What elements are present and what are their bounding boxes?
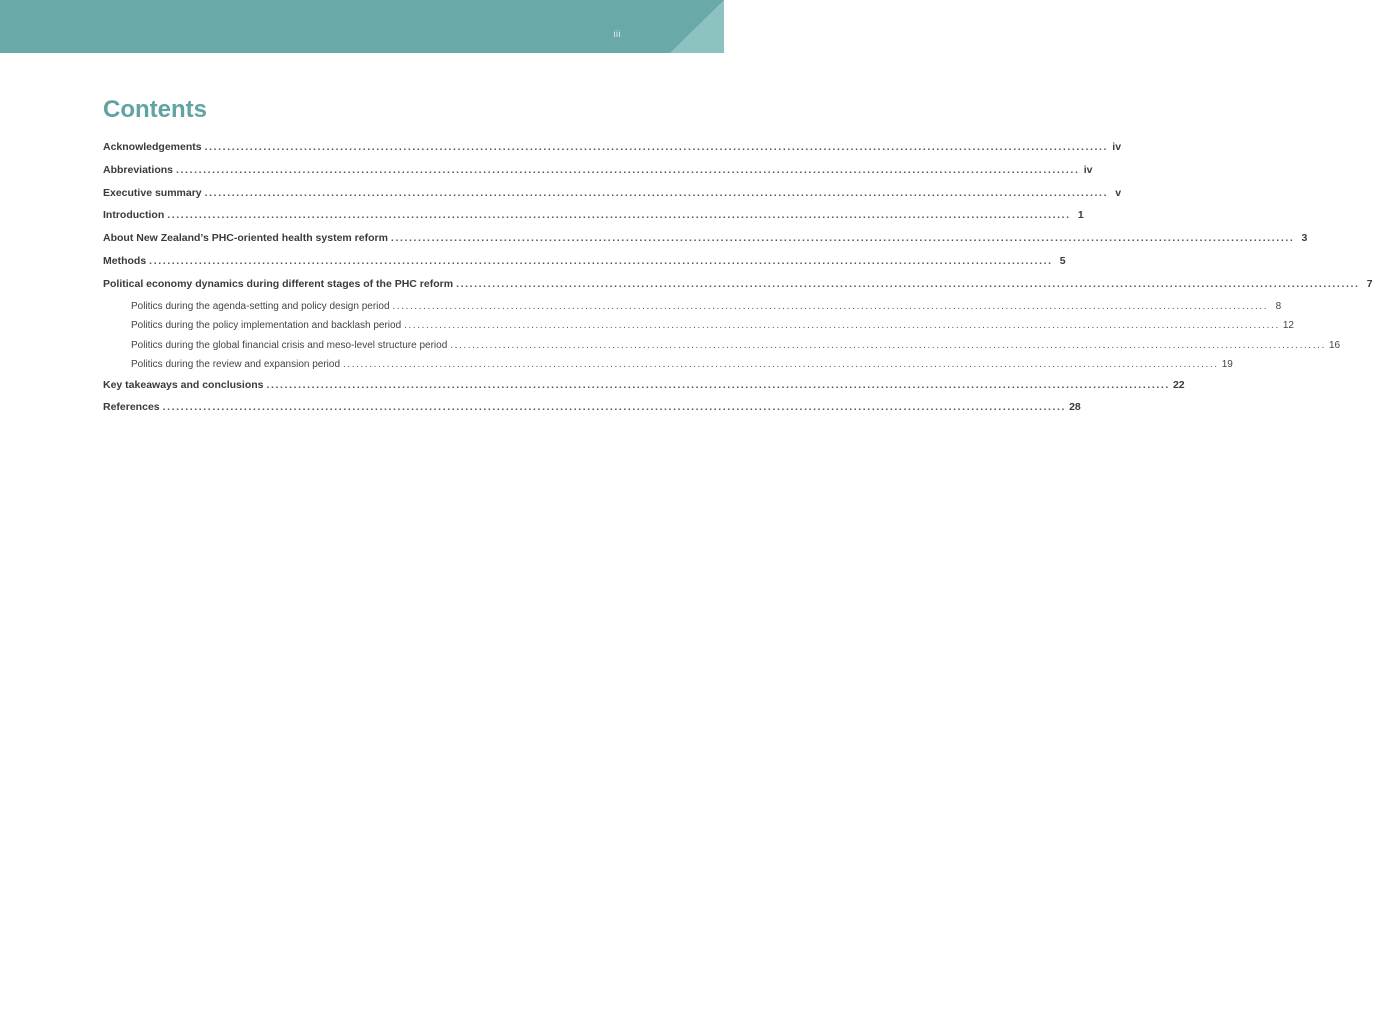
dot-leader: ........................................................................................................................................................................................................ <box>266 378 1170 391</box>
dot-leader: ........................................................................................................................................................................................................ <box>204 186 1109 199</box>
toc-subentry-financial-crisis[interactable] <box>103 339 1341 360</box>
header-band <box>0 0 724 53</box>
toc-entry-about-reform[interactable] <box>103 232 1308 255</box>
table-of-contents <box>103 141 1373 424</box>
dot-leader: ........................................................................................................................................................................................................ <box>343 359 1219 371</box>
toc-entry-title: Politics during the global financial crisis and meso-level structure period <box>131 339 448 351</box>
toc-entry-key-takeaways[interactable] <box>103 378 1185 402</box>
dot-leader: ........................................................................................................................................................................................................ <box>456 277 1360 290</box>
contents-title: Contents <box>103 96 207 123</box>
dot-leader: ........................................................................................................................................................................................................ <box>167 209 1071 222</box>
toc-subentry-implementation-backlash[interactable] <box>103 320 1294 340</box>
toc-entry-abbreviations[interactable] <box>103 163 1093 187</box>
toc-entry-page: 8 <box>1275 300 1282 312</box>
toc-entry-page: iv <box>1083 163 1093 176</box>
toc-entry-page: 7 <box>1366 277 1373 290</box>
toc-subentry-review-expansion[interactable] <box>103 359 1233 379</box>
toc-entry-title: Political economy dynamics during different stages of the PHC reform <box>103 277 454 290</box>
toc-entry-acknowledgements[interactable] <box>103 141 1122 164</box>
dot-leader: ........................................................................................................................................................................................................ <box>176 163 1080 176</box>
toc-entry-page: iv <box>1112 141 1122 153</box>
toc-entry-title: Politics during the review and expansion period <box>131 359 341 371</box>
toc-entry-page: 1 <box>1077 209 1084 222</box>
toc-entry-page: 3 <box>1301 232 1308 245</box>
toc-entry-title: Politics during the agenda-setting and policy design period <box>131 300 390 312</box>
toc-entry-page: 5 <box>1059 254 1066 267</box>
toc-entry-methods[interactable] <box>103 254 1066 278</box>
dot-leader: ........................................................................................................................................................................................................ <box>162 401 1067 414</box>
toc-entry-page: v <box>1115 186 1122 199</box>
toc-entry-title: Methods <box>103 254 147 267</box>
toc-entry-page: 12 <box>1282 320 1294 332</box>
toc-entry-title: Executive summary <box>103 186 202 199</box>
toc-entry-page: 16 <box>1328 339 1341 351</box>
toc-entry-title: Politics during the policy implementation and backlash period <box>131 320 402 332</box>
dot-leader: ........................................................................................................................................................................................................ <box>404 320 1280 332</box>
toc-entry-title: Acknowledgements <box>103 141 202 153</box>
toc-entry-title: About New Zealand’s PHC-oriented health system reform <box>103 232 388 245</box>
toc-entry-references[interactable] <box>103 401 1081 424</box>
toc-entry-introduction[interactable] <box>103 209 1084 232</box>
toc-entry-page: 22 <box>1172 378 1185 391</box>
toc-entry-title: Key takeaways and conclusions <box>103 378 264 391</box>
dot-leader: ........................................................................................................................................................................................................ <box>204 141 1109 153</box>
toc-entry-executive-summary[interactable] <box>103 186 1122 210</box>
page-number: iii <box>613 29 621 39</box>
header-corner-accent <box>670 0 724 53</box>
toc-entry-political-economy-dynamics[interactable] <box>103 277 1373 301</box>
dot-leader: ........................................................................................................................................................................................................ <box>149 254 1053 267</box>
dot-leader: ........................................................................................................................................................................................................ <box>390 232 1295 245</box>
toc-entry-page: 28 <box>1069 401 1081 414</box>
toc-entry-title: Abbreviations <box>103 163 174 176</box>
toc-entry-title: Introduction <box>103 209 165 222</box>
dot-leader: ........................................................................................................................................................................................................ <box>450 339 1326 351</box>
toc-subentry-agenda-setting[interactable] <box>103 300 1282 321</box>
toc-entry-page: 19 <box>1221 359 1233 371</box>
toc-entry-title: References <box>103 401 160 414</box>
dot-leader: ........................................................................................................................................................................................................ <box>392 300 1269 312</box>
